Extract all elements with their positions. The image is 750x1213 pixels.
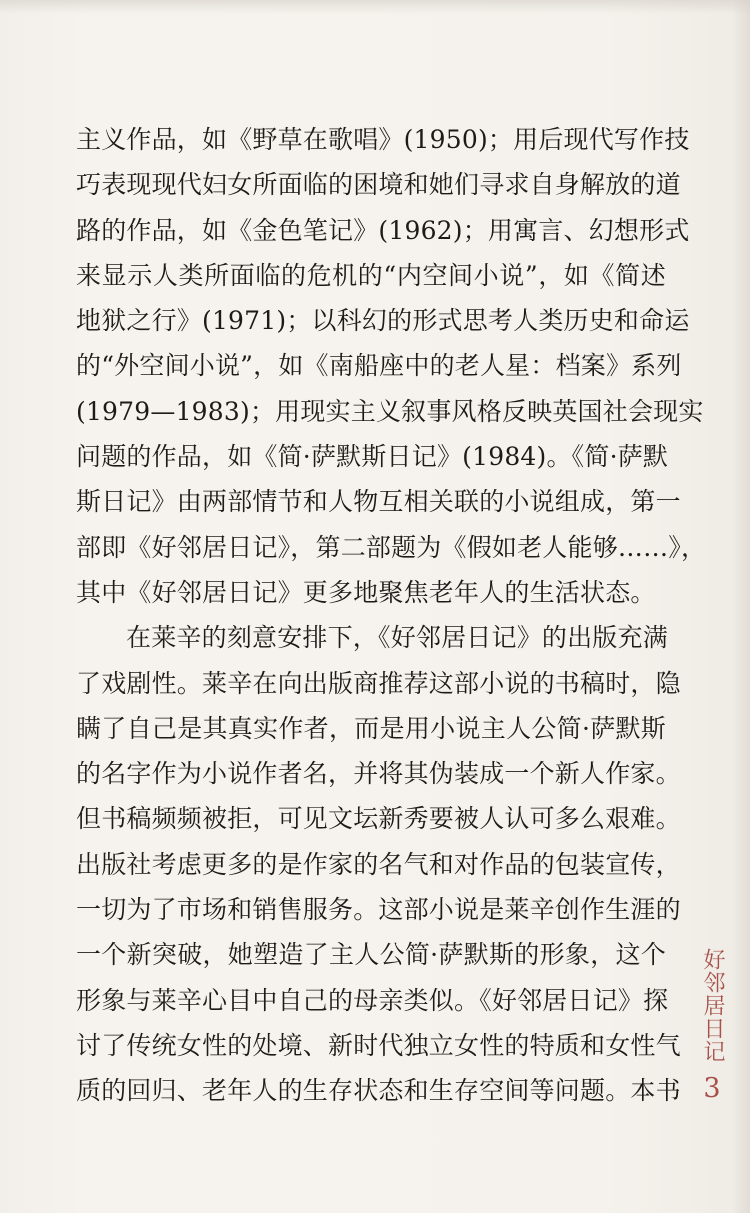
text-line-7: (1979—1983)；用现实主义叙事风格反映英国社会现实 bbox=[76, 396, 704, 426]
text-line-21: 讨了传统女性的处境、新时代独立女性的特质和女性气 bbox=[76, 1030, 681, 1060]
text-line-15: 的名字作为小说作者名，并将其伪装成一个新人作家。 bbox=[76, 759, 681, 789]
text-line-16: 但书稿频频被拒，可见文坛新秀要被人认可多么艰难。 bbox=[76, 804, 681, 834]
text-line-18: 一切为了市场和销售服务。这部小说是莱辛创作生涯的 bbox=[76, 895, 681, 925]
running-title: 好邻居日记 bbox=[700, 948, 725, 1063]
text-line-11: 其中《好邻居日记》更多地聚焦老年人的生活状态。 bbox=[76, 577, 656, 607]
text-line-10: 部即《好邻居日记》，第二部题为《假如老人能够……》， bbox=[76, 532, 707, 562]
text-line-19: 一个新突破，她塑造了主人公简·萨默斯的形象，这个 bbox=[76, 940, 666, 970]
page-number: 3 bbox=[703, 1073, 721, 1104]
text-line-9: 斯日记》由两部情节和人物互相关联的小说组成，第一 bbox=[76, 487, 681, 517]
text-line-1: 主义作品，如《野草在歌唱》(1950)；用后现代写作技 bbox=[76, 125, 690, 154]
text-line-20: 形象与莱辛心目中自己的母亲类似。《好邻居日记》探 bbox=[76, 985, 669, 1015]
text-line-4: 来显示人类所面临的危机的“内空间小说”，如《简述 bbox=[76, 260, 666, 290]
text-line-6: 的“外空间小说”，如《南船座中的老人星：档案》系列 bbox=[76, 351, 682, 381]
text-line-5: 地狱之行》(1971)；以科幻的形式思考人类历史和命运 bbox=[76, 306, 690, 336]
page-edge-shadow bbox=[732, 0, 750, 1213]
body-text bbox=[76, 117, 707, 1114]
text-line-14: 瞒了自己是其真实作者，而是用小说主人公简·萨默斯 bbox=[76, 713, 666, 743]
text-line-2: 巧表现现代妇女所面临的困境和她们寻求自身解放的道 bbox=[76, 170, 681, 200]
text-line-17: 出版社考虑更多的是作家的名气和对作品的包装宣传， bbox=[76, 849, 681, 879]
text-line-3: 路的作品，如《金色笔记》(1962)；用寓言、幻想形式 bbox=[76, 215, 690, 245]
text-line-12: 在莱辛的刻意安排下，《好邻居日记》的出版充满 bbox=[126, 623, 668, 653]
text-line-13: 了戏剧性。莱辛在向出版商推荐这部小说的书稿时，隐 bbox=[76, 668, 681, 698]
text-line-8: 问题的作品，如《简·萨默斯日记》(1984)。《简·萨默 bbox=[76, 442, 669, 472]
page-top-shadow bbox=[0, 0, 750, 14]
text-line-22: 质的回归、老年人的生存状态和生存空间等问题。本书 bbox=[76, 1076, 681, 1106]
